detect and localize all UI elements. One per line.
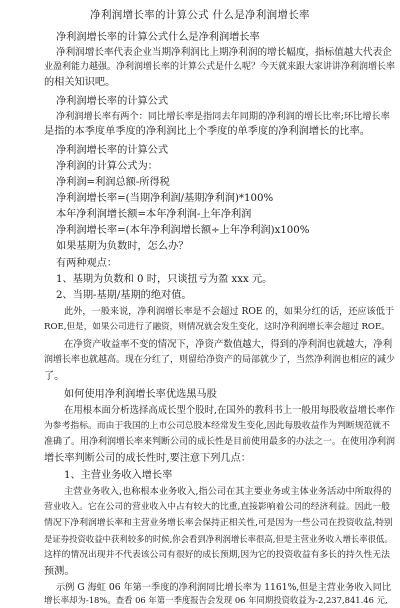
paragraph-line: 增长率却为-18%。查看 06 年第一季度报告会发现 06 年同期投资收益为-2,237,841.46 元, — [44, 595, 388, 605]
paragraph-line: 净利润增长率有两个：同比增长率是指同去年同期的净利润的增长比率;环比增长率 — [56, 111, 390, 122]
paragraph-line: 准确了。用净利润增长率来判断公司的成长性是目前使用最多的办法之一。在使用净利润 — [44, 437, 396, 447]
paragraph-line: 为参考指标。而由于我国的上市公司总股本经常发生变化,因此每股收益作为判断规范就不 — [44, 421, 390, 431]
paragraph-line: ROE,但是，如果公司进行了融资，则情况就会发生变化，这时净利润增长率会超过 ROE。 — [44, 322, 390, 332]
article-heading: 净利润增长率的计算公式什么是净利润增长率 — [56, 32, 260, 43]
paragraph-line: 示例 G 海虹 06 年第一季度的净利润同比增长率为 1161%,但是主营业务收入同比 — [56, 582, 392, 593]
list-item: 1、基期为负数和 0 时，只谈扭亏为盈 xxx 元。 — [56, 274, 273, 285]
paragraph-line: 是证券投资收益中获利较多的时候,你会看到净利润增长率很高,但是主营业务收入增长率很低。 — [44, 534, 393, 544]
paragraph-line: 预测。 — [44, 566, 75, 577]
paragraph-line: 了。 — [44, 371, 65, 382]
formula-intro: 净利润的计算公式为： — [56, 161, 158, 172]
paragraph-line: 这样的情况出现并不代表该公司有很好的成长预期,因为它的投资收益有多长的持久性无法 — [44, 550, 390, 560]
paragraph-line: 的相关知识吧。 — [44, 77, 116, 88]
list-item: 2、当期-基期/基期的绝对值。 — [56, 290, 192, 301]
paragraph-line: 是指的本季度单季度的净利润比上个季度的单季度的净利润增长的比率。 — [44, 126, 370, 137]
section-heading: 如何使用净利润增长率优选黑马股 — [64, 389, 217, 400]
paragraph-line: 主营业务收入,也称根本业务收入,指公司在其主要业务或主体业务活动中所取得的 — [64, 486, 392, 497]
paragraph-line: 情况下净利润增长率和主营业务增长率会保持正相关性,可是因为一些公司在投资收益,特别 — [44, 518, 393, 528]
paragraph-line: 净利润增长率代表企业当期净利润比上期净利润的增长幅度，指标值越大代表企 — [56, 47, 392, 58]
paragraph-line: 此外，一般来说，净利润增长率是不会超过 ROE 的，如果分红的话，还应该低于 — [64, 306, 395, 317]
paragraph-line: 在用根本面分析选择高成长型个股时,在国外的教科书上一般用每股收益增长率作 — [64, 405, 396, 416]
paragraph-line: 增长率判断公司的成长性时,要注意下列几点： — [44, 453, 251, 464]
formula-line: 净利润增长率=(本年净利润增长额÷上年净利润)x100% — [56, 225, 310, 236]
document-title: 净利润增长率的计算公式 什么是净利润增长率 — [90, 9, 310, 21]
formula-line: 净利润增长率=(当期净利润/基期净利润)*100% — [56, 193, 274, 204]
paragraph-line: 营业收入。它在公司的营业收入中占有较大的比重,直接影响着公司的经济利益。因此一般 — [44, 502, 390, 512]
paragraph-line: 业盈利能力越强。净利润增长率的计算公式是什么呢？今天就来跟大家讲讲净利润增长率 — [44, 62, 396, 72]
formula-line: 本年净利润增长额=本年净利润-上年净利润 — [56, 209, 252, 220]
question-line: 如果基期为负数时，怎么办？ — [56, 241, 189, 252]
paragraph-line: 有两种观点： — [56, 258, 118, 269]
subsection-heading: 1、主营业务收入增长率 — [64, 470, 173, 481]
formula-line: 净利润=利润总额-所得税 — [56, 177, 170, 188]
section-heading: 净利润增长率的计算公式 — [56, 145, 169, 156]
paragraph-line: 润增长率也就越高。现在分红了，则留给净资产的局部就少了，当然净利润也相应的减少 — [44, 355, 396, 365]
paragraph-line: 在净资产收益率不变的情况下，净资产数值越大，得到的净利润也就越大，净利 — [64, 339, 393, 350]
section-heading: 净利润增长率的计算公式 — [56, 96, 169, 107]
